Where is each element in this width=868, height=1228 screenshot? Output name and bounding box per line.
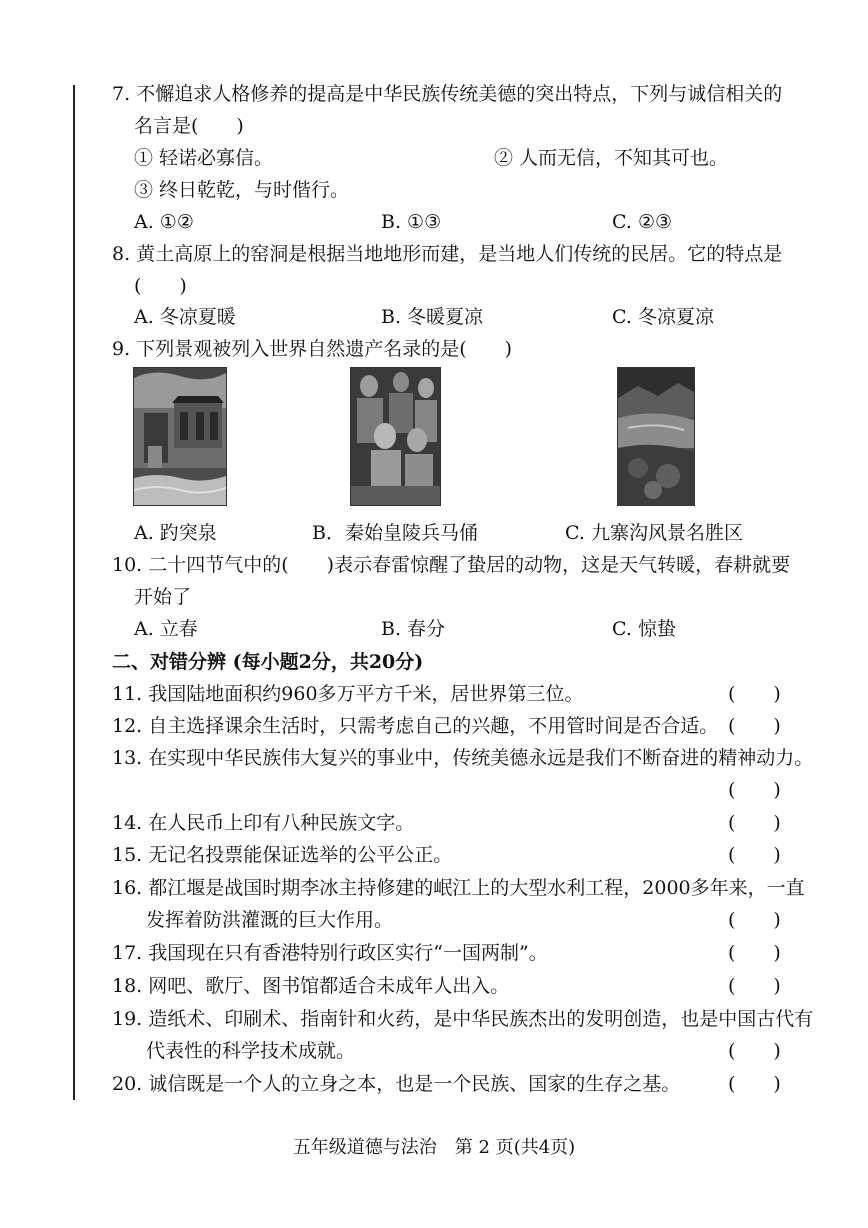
answer-paren[interactable]: ( ): [728, 975, 781, 997]
question-number: 11.: [112, 683, 143, 705]
question-7-stem-line2: 名言是( ): [134, 115, 244, 137]
question-10-stem-line1: [112, 553, 790, 577]
statement-continuation: 发挥着防洪灌溉的巨大作用。: [146, 909, 394, 931]
question-number: 13.: [112, 747, 143, 769]
jiuzhaigou-photo: [617, 367, 695, 506]
question-number: 14.: [112, 812, 143, 834]
baotu-spring-image: [134, 368, 226, 505]
tf-item-11: [112, 682, 584, 706]
question-7-item-3: ③ 终日乾乾，与时偕行。: [134, 179, 350, 201]
question-8-stem-line2: ( ): [134, 275, 187, 297]
option-c: C. 惊蛰: [612, 618, 676, 640]
statement: 造纸术、印刷术、指南针和火药，是中华民族杰出的发明创造，也是中国古代有: [148, 1008, 814, 1030]
tf-item-19: [112, 1007, 813, 1031]
answer-paren[interactable]: ( ): [728, 942, 781, 964]
answer-paren[interactable]: ( ): [728, 1073, 781, 1095]
answer-paren[interactable]: ( ): [728, 844, 781, 866]
question-number: 9.: [112, 338, 131, 360]
statement: 自主选择课余生活时，只需考虑自己的兴趣，不用管时间是否合适。: [148, 715, 719, 737]
question-7-item-1: ① 轻诺必寡信。: [134, 147, 274, 169]
binding-margin-line: [73, 85, 75, 1100]
option-c: C. 冬凉夏凉: [612, 306, 714, 328]
question-number: 19.: [112, 1008, 143, 1030]
option-a: A. 趵突泉: [134, 522, 217, 544]
question-7-item-2: ② 人而无信，不知其可也。: [494, 147, 729, 169]
answer-paren[interactable]: ( ): [728, 715, 781, 737]
option-b: B．秦始皇陵兵马俑: [312, 522, 478, 544]
tf-item-18: [112, 974, 509, 998]
question-stem: 二十四节气中的( )表示春雷惊醒了蛰居的动物，这是天气转暖，春耕就要: [148, 554, 791, 576]
question-9-stem: [112, 337, 512, 361]
question-stem: 黄土高原上的窑洞是根据当地地形而建，是当地人们传统的民居。它的特点是: [136, 243, 783, 265]
question-number: 12.: [112, 715, 143, 737]
section-2-title: 二、对错分辨 (每小题2分，共20分): [112, 651, 424, 673]
baotu-spring-photo: [133, 367, 227, 506]
question-number: 18.: [112, 975, 143, 997]
tf-item-15: [112, 843, 452, 867]
option-c: C. 九寨沟风景名胜区: [565, 522, 743, 544]
terracotta-warriors-image: [351, 368, 440, 505]
tf-item-17: [112, 941, 548, 965]
jiuzhaigou-image: [618, 368, 694, 505]
statement: 我国陆地面积约960多万平方千米，居世界第三位。: [148, 683, 584, 705]
answer-paren[interactable]: ( ): [728, 812, 781, 834]
option-c: C. ②③: [612, 211, 673, 233]
tf-item-16: [112, 876, 805, 900]
answer-paren[interactable]: ( ): [728, 1040, 781, 1062]
question-stem: 不懈追求人格修养的提高是中华民族传统美德的突出特点，下列与诚信相关的: [136, 83, 783, 105]
option-b: B. 冬暖夏凉: [381, 306, 484, 328]
question-number: 8.: [112, 243, 131, 265]
statement-continuation: 代表性的科学技术成就。: [146, 1040, 356, 1062]
option-a: A. 立春: [134, 618, 198, 640]
question-8-stem-line1: [112, 242, 782, 266]
page-footer: 五年级道德与法治 第 2 页(共4页): [292, 1137, 576, 1158]
answer-paren[interactable]: ( ): [728, 683, 781, 705]
tf-item-20: [112, 1072, 680, 1096]
answer-paren[interactable]: ( ): [728, 779, 781, 801]
question-number: 20.: [112, 1073, 143, 1095]
question-number: 10.: [112, 554, 143, 576]
option-b: B. ①③: [381, 211, 442, 233]
question-number: 15.: [112, 844, 143, 866]
tf-item-14: [112, 811, 414, 835]
statement: 都江堰是战国时期李冰主持修建的岷江上的大型水利工程，2000多年来，一直: [148, 877, 805, 899]
statement: 在人民币上印有八种民族文字。: [148, 812, 415, 834]
tf-item-13: [112, 746, 813, 770]
terracotta-warriors-photo: [350, 367, 441, 506]
statement: 在实现中华民族伟大复兴的事业中，传统美德永远是我们不断奋进的精神动力。: [148, 747, 814, 769]
option-a: A. 冬凉夏暖: [134, 306, 236, 328]
question-7-stem-line1: [112, 82, 782, 106]
statement: 网吧、歌厅、图书馆都适合未成年人出入。: [148, 975, 510, 997]
question-number: 17.: [112, 942, 143, 964]
tf-item-12: [112, 714, 718, 738]
question-number: 7.: [112, 83, 131, 105]
option-b: B. 春分: [381, 618, 446, 640]
statement: 诚信既是一个人的立身之本，也是一个民族、国家的生存之基。: [148, 1073, 681, 1095]
statement: 我国现在只有香港特别行政区实行“一国两制”。: [148, 942, 548, 964]
question-number: 16.: [112, 877, 143, 899]
option-a: A. ①②: [134, 211, 194, 233]
question-10-stem-line2: 开始了: [134, 586, 192, 608]
answer-paren[interactable]: ( ): [728, 909, 781, 931]
question-stem: 下列景观被列入世界自然遗产名录的是( ): [136, 338, 513, 360]
statement: 无记名投票能保证选举的公平公正。: [148, 844, 453, 866]
